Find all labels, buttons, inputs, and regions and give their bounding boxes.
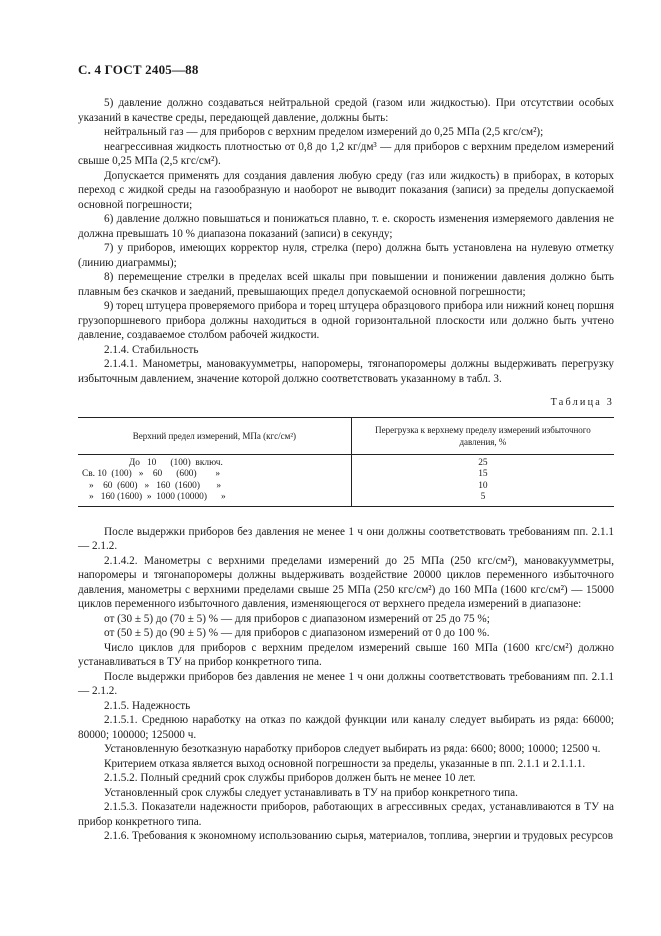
paragraph: После выдержки приборов без давления не менее 1 ч они должны соответствовать требованиям пп. 2.1.1 — 2.1.2. [78, 525, 614, 552]
paragraph: Критерием отказа является выход основной погрешности за пределы, указанные в пп. 2.1.1 и 2.1.1.1. [104, 757, 586, 770]
table-cell-value: 25 [478, 457, 488, 468]
paragraph: 6) давление должно повышаться и понижаться плавно, т. е. скорость изменения измеряемого давления не должна превышать 10 % диапазона показаний (записи) в секунду; [78, 213, 614, 240]
page-header: С. 4 ГОСТ 2405—88 [78, 62, 199, 77]
table-header-overload: Перегрузка к верхнему пределу измерений избыточного давления, % [351, 417, 614, 454]
paragraph: 2.1.6. Требования к экономному использованию сырья, материалов, топлива, энергии и трудовых ресурсов [104, 830, 614, 842]
document-body [78, 96, 614, 844]
paragraph: от (30 ± 5) до (70 ± 5) % — для приборов с диапазоном измерений от 25 до 75 %; [104, 612, 490, 625]
table-3 [78, 417, 614, 507]
table-caption: Таблица 3 [550, 397, 614, 408]
paragraph: 8) перемещение стрелки в пределах всей шкалы при повышении и понижении давления должно быть плавным без скачков и заеданий, превышающих предел допускаемой основной погрешности; [78, 271, 614, 298]
paragraph: нейтральный газ — для приборов с верхним пределом измерений до 0,25 МПа (2,5 кгс/см²); [104, 126, 544, 138]
paragraph: После выдержки приборов без давления не менее 1 ч они должны соответствовать требованиям пп. 2.1.1 — 2.1.2. [78, 670, 614, 697]
paragraph: 2.1.5.1. Среднюю наработку на отказ по каждой функции или каналу следует выбирать из ряда: 66000; 80000; 100000; 125000 ч. [78, 714, 614, 741]
table-cell-value: 15 [478, 469, 488, 479]
table-row [78, 454, 614, 469]
table-cell-range: » 160 (1600) » 1000 (10000) » [78, 492, 351, 506]
table-cell-value: 10 [478, 480, 488, 491]
table-cell-range: До 10 (100) включ. [78, 454, 351, 469]
table-cell-range: Св. 10 (100) » 60 (600) » [78, 469, 351, 481]
paragraph: от (50 ± 5) до (90 ± 5) % — для приборов с диапазоном измерений от 0 до 100 %. [104, 627, 490, 639]
paragraph: 2.1.4.2. Манометры с верхними пределами измерений до 25 МПа (250 кгс/см²), мановакуумметры, напоромеры и тягонапоромеры должны выдерживать воздействие 20000 циклов переменного избыточного давления, манометры с верхними пределами свыше 25 МПа (250 кгс/см²) до 160 МПа (1600 кгс/см²) — 15000 циклов переменного избыточного давления, изменяющегося от верхнего предела измерений в диапазоне: [78, 554, 614, 610]
paragraph: 9) торец штуцера проверяемого прибора и торец штуцера образцового прибора или нижний конец поршня грузопоршневого прибора должны находиться в одной горизонтальной плоскости или должно быть учтено давление, создаваемое столбом рабочей жидкости. [78, 300, 614, 341]
table-header-range: Верхний предел измерений, МПа (кгс/см²) [78, 417, 351, 454]
section-heading: 2.1.4. Стабильность [104, 343, 199, 356]
table-row [78, 481, 614, 493]
section-heading: 2.1.5. Надежность [104, 699, 191, 712]
table-cell-value: 5 [351, 492, 614, 506]
paragraph: 2.1.5.3. Показатели надежности приборов, работающих в агрессивных средах, устанавливаются в ТУ на прибор конкретного типа. [78, 801, 614, 828]
paragraph: Число циклов для приборов с верхним пределом измерений свыше 160 МПа (1600 кгс/см²) должно устанавливаться в ТУ на прибор конкретного типа. [78, 641, 614, 668]
paragraph: 5) давление должно создаваться нейтральной средой (газом или жидкостью). При отсутствии особых указаний в качестве среды, передающей давление, должны быть: [78, 97, 614, 124]
paragraph: Установленный срок службы следует устанавливать в ТУ на прибор конкретного типа. [104, 786, 518, 799]
paragraph: 7) у приборов, имеющих корректор нуля, стрелка (перо) должна быть установлена на нулевую отметку (линию диаграммы); [78, 242, 614, 269]
table-row [78, 492, 614, 506]
table-row [78, 469, 614, 481]
paragraph: 2.1.4.1. Манометры, мановакуумметры, напоромеры, тягонапоромеры должны выдерживать перегрузку избыточным давлением, значение которой должно соответствовать указанному в табл. 3. [78, 358, 614, 385]
paragraph: Допускается применять для создания давления любую среду (газ или жидкость) в приборах, в которых переход с жидкой среды на газообразную и наоборот не выводит показания (записи) за пределы допускаемой основной погрешности; [78, 169, 614, 211]
paragraph: неагрессивная жидкость плотностью от 0,8 до 1,2 кг/дм³ — для приборов с верхним пределом измерений свыше 0,25 МПа (2,5 кгс/см²). [78, 140, 614, 167]
table-cell-range: » 60 (600) » 160 (1600) » [78, 481, 351, 493]
paragraph: 2.1.5.2. Полный средний срок службы приборов должен быть не менее 10 лет. [104, 772, 476, 784]
paragraph: Установленную безотказную наработку приборов следует выбирать из ряда: 6600; 8000; 10000; 12500 ч. [104, 743, 601, 755]
